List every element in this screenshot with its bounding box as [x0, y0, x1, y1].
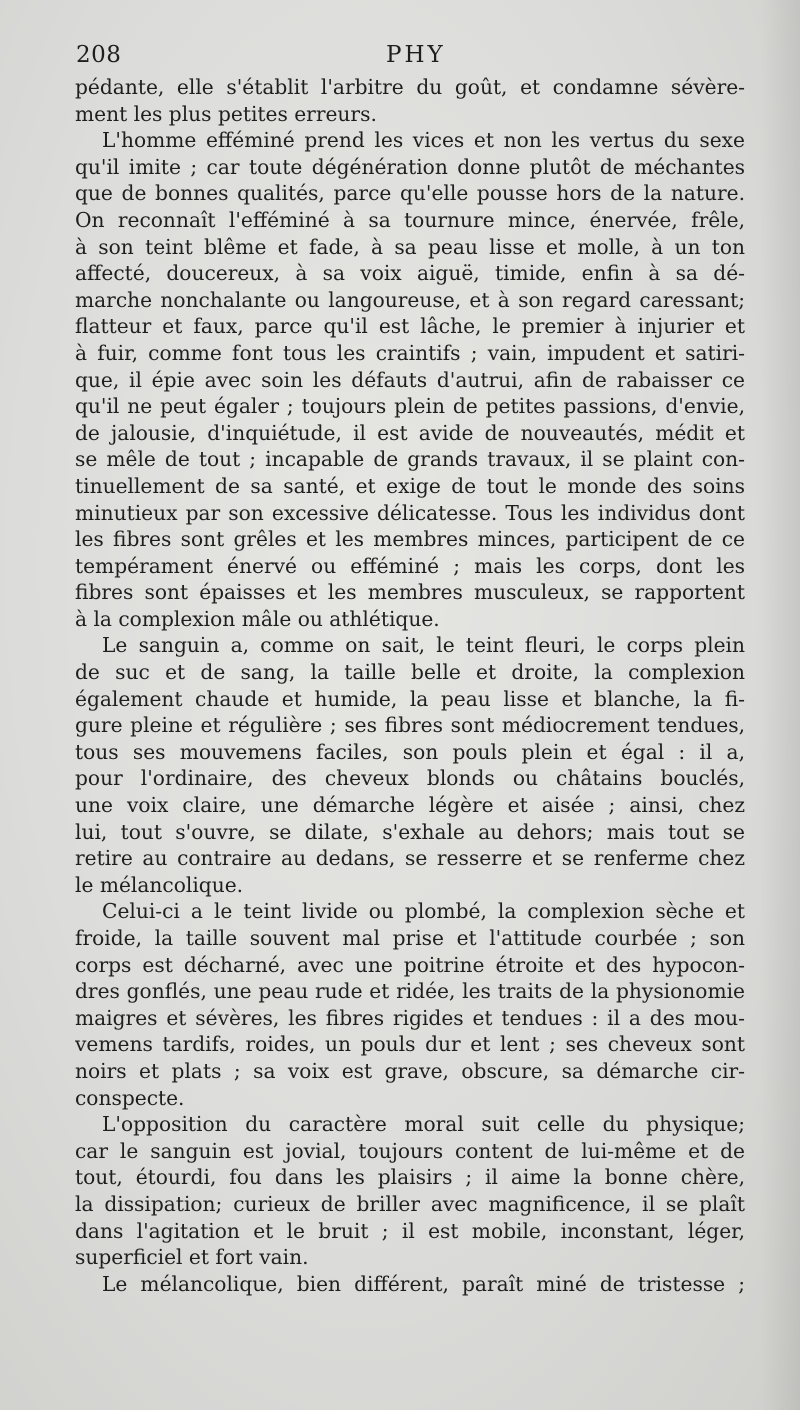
text-line: qu'il ne peut égaler ; toujours plein de petites passions, d'envie, [75, 394, 745, 419]
page-number: 208 [76, 42, 122, 68]
text-line: On reconnaît l'efféminé à sa tournure mince, énervée, frêle, [75, 207, 745, 232]
text-line: dans l'agitation et le bruit ; il est mobile, inconstant, léger, [75, 1218, 745, 1243]
text-line: également chaude et humide, la peau lisse et blanche, la fi- [75, 686, 745, 711]
text-line: gure pleine et régulière ; ses fibres sont médiocrement tendues, [75, 713, 745, 738]
text-line: tout, étourdi, fou dans les plaisirs ; il aime la bonne chère, [75, 1165, 745, 1190]
running-head: PHY [386, 42, 446, 68]
text-line: minutieux par son excessive délicatesse. Tous les individus dont [75, 500, 745, 525]
text-line: maigres et sévères, les fibres rigides et tendues : il a des mou- [75, 1005, 745, 1030]
text-line: de jalousie, d'inquiétude, il est avide de nouveautés, médit et [75, 420, 745, 445]
text-line: conspecte. [75, 1085, 185, 1110]
text-line: tinuellement de sa santé, et exige de tout le monde des soins [75, 473, 745, 498]
text-line: que, il épie avec soin les défauts d'autrui, afin de rabaisser ce [75, 367, 745, 392]
text-line: froide, la taille souvent mal prise et l'attitude courbée ; son [75, 926, 745, 950]
text-line: que de bonnes qualités, parce qu'elle pousse hors de la nature. [75, 181, 745, 206]
text-line: corps est décharné, avec une poitrine étroite et des hypocon- [75, 952, 745, 977]
text-line: une voix claire, une démarche légère et aisée ; ainsi, chez [75, 793, 745, 818]
text-line: L'homme efféminé prend les vices et non les vertus du sexe [102, 128, 745, 153]
text-line: car le sanguin est jovial, toujours content de lui-même et de [75, 1138, 745, 1163]
text-line: affecté, doucereux, à sa voix aiguë, timide, enfin à sa dé- [75, 261, 745, 286]
text-line: le mélancolique. [75, 872, 244, 897]
text-line: noirs et plats ; sa voix est grave, obscure, sa démarche cir- [75, 1058, 745, 1083]
body-text [75, 74, 745, 1297]
text-line: superficiel et fort vain. [75, 1245, 309, 1270]
text-line: tempérament énervé ou efféminé ; mais les corps, dont les [75, 553, 745, 578]
text-line: Le sanguin a, comme on sait, le teint fleuri, le corps plein [102, 633, 745, 658]
text-line: L'opposition du caractère moral suit celle du physique; [102, 1112, 745, 1137]
text-line: vemens tardifs, roides, un pouls dur et lent ; ses cheveux sont [75, 1032, 745, 1057]
text-line: à fuir, comme font tous les craintifs ; vain, impudent et satiri- [75, 340, 745, 365]
text-line: à son teint blême et fade, à sa peau lisse et molle, à un ton [75, 234, 745, 259]
text-line: retire au contraire au dedans, se resserre et se renferme chez [75, 846, 745, 871]
text-line: qu'il imite ; car toute dégénération donne plutôt de méchantes [75, 154, 745, 179]
text-line: fibres sont épaisses et les membres musculeux, se rapportent [75, 580, 745, 605]
text-line: la dissipation; curieux de briller avec magnificence, il se plaît [75, 1191, 745, 1216]
text-line: marche nonchalante ou langoureuse, et à son regard caressant; [75, 287, 745, 312]
text-line: pédante, elle s'établit l'arbitre du goût, et condamne sévère- [75, 75, 745, 99]
text-line: ment les plus petites erreurs. [75, 101, 377, 126]
text-line: Celui-ci a le teint livide ou plombé, la complexion sèche et [102, 899, 745, 924]
text-line: dres gonflés, une peau rude et ridée, les traits de la physionomie [75, 979, 745, 1004]
text-line: les fibres sont grêles et les membres minces, participent de ce [75, 527, 745, 552]
text-line: lui, tout s'ouvre, se dilate, s'exhale au dehors; mais tout se [75, 819, 745, 844]
text-line: de suc et de sang, la taille belle et droite, la complexion [75, 660, 745, 685]
text-line: flatteur et faux, parce qu'il est lâche, le premier à injurier et [75, 314, 745, 339]
page-header [76, 42, 746, 74]
text-line: pour l'ordinaire, des cheveux blonds ou châtains bouclés, [75, 766, 745, 791]
text-line: tous ses mouvemens faciles, son pouls plein et égal : il a, [75, 739, 745, 764]
text-line: se mêle de tout ; incapable de grands travaux, il se plaint con- [75, 447, 745, 472]
text-line: Le mélancolique, bien différent, paraît miné de tristesse ; [102, 1271, 745, 1296]
text-line: à la complexion mâle ou athlétique. [75, 606, 440, 631]
